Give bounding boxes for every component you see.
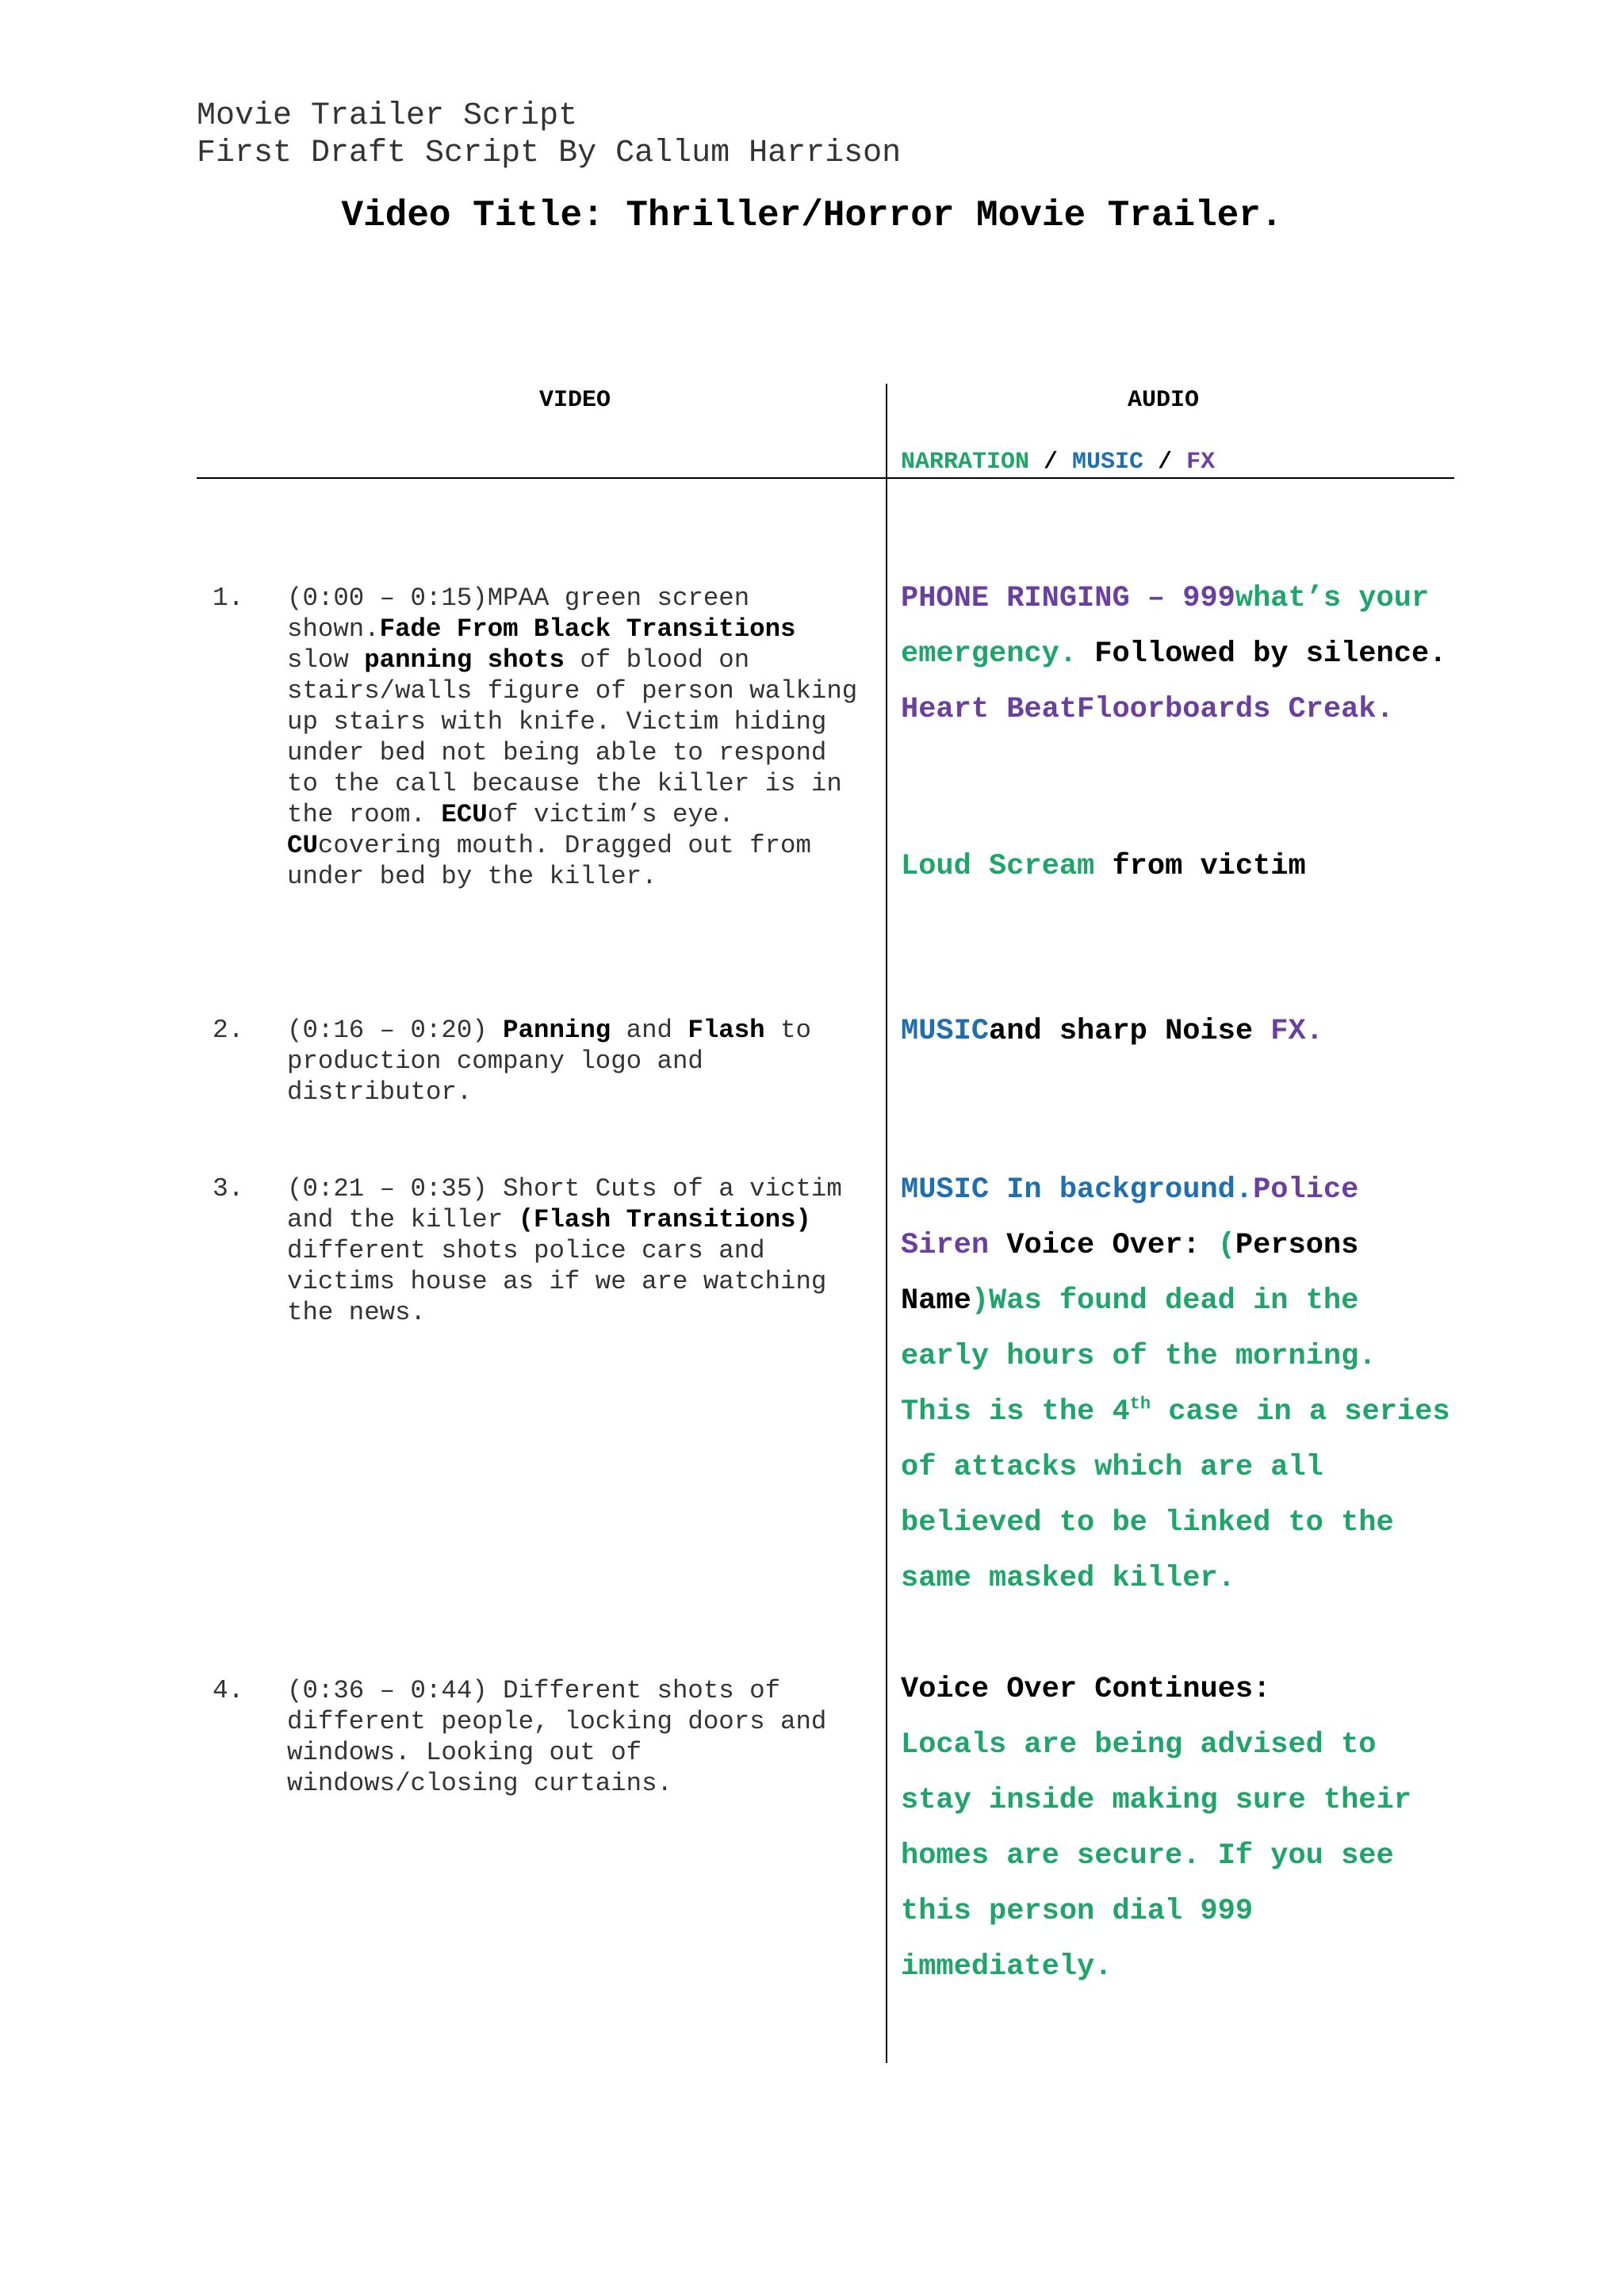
row-2-audio: MUSICand sharp Noise FX. [901,1015,1323,1048]
video-column-heading: VIDEO [539,387,611,414]
row-number: 2. [213,1016,244,1045]
row-2-video: (0:16 – 0:20) Panning and Flash to production company logo and distributor. [287,1016,811,1107]
legend-music: MUSIC [1072,449,1144,476]
video-title: Video Title: Thriller/Horror Movie Trailer. [341,195,1283,236]
legend-narration: NARRATION [901,449,1030,476]
row-number: 3. [213,1174,244,1203]
document-header-line-1: Movie Trailer Script [197,98,578,134]
audio-column-heading: AUDIO [1128,387,1200,414]
row-1-audio-scream: Loud Scream from victim [901,850,1306,883]
row-4-audio: Voice Over Continues: Locals are being advised to stay inside making sure their homes are secure. If you see this person dial 999 immediately. [901,1673,1411,1984]
row-3-audio: MUSIC In background.Police Siren Voice Over: (Persons Name)Was found dead in the early hours of the morning. This is the 4th case in a series of attacks which are all believed to be linked to the same masked killer. [901,1173,1450,1595]
legend-separator: / [1143,449,1187,476]
legend-separator: / [1029,449,1073,476]
table-header-rule [197,477,1454,479]
document-header-line-2: First Draft Script By Callum Harrison [197,136,902,171]
legend-fx: FX [1186,449,1216,476]
row-1-audio: PHONE RINGING – 999what’s your emergency. Followed by silence. Heart BeatFloorboards Creak. [901,582,1447,726]
row-3-video: (0:21 – 0:35) Short Cuts of a victim and the killer (Flash Transitions) different shots police cars and victims house as if we are watching the news. [287,1174,842,1327]
row-4-video: (0:36 – 0:44) Different shots of different people, locking doors and windows. Looking out of windows/closing curtains. [287,1676,827,1798]
row-1-video: (0:00 – 0:15)MPAA green screen shown.Fade From Black Transitions slow panning shots of blood on stairs/walls figure of person walking up stairs with knife. Victim hiding under bed not being able to respond to the call because the killer is in the room. ECUof victim’s eye. CUcovering mouth. Dragged out from under bed by the killer. [287,584,858,891]
row-number: 4. [213,1676,244,1705]
row-number: 1. [213,584,244,613]
audio-legend [901,449,1215,476]
column-divider [886,384,887,2063]
